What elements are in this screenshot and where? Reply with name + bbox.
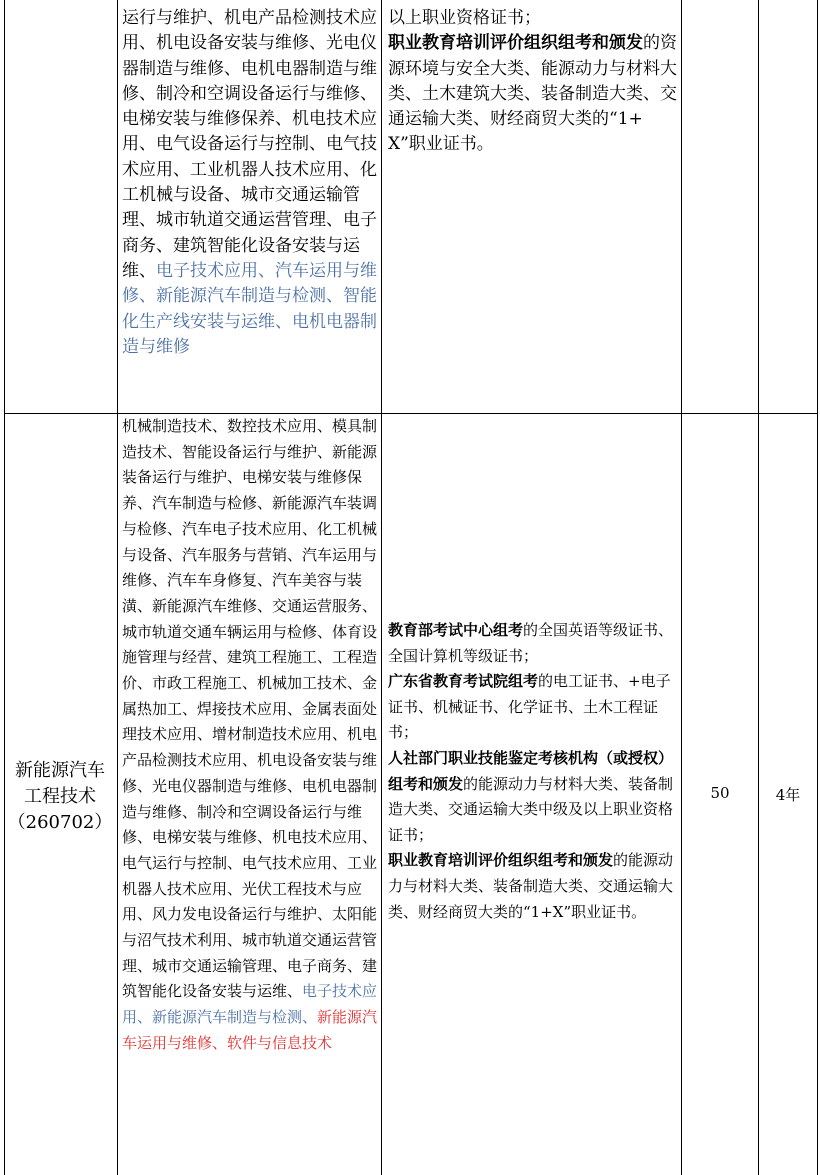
cert-authority: 职业教育培训评价组织组考和颁发 bbox=[388, 851, 614, 870]
row1-certs-line1: 以上职业资格证书； bbox=[388, 8, 541, 28]
cert-authority: 教育部考试中心组考 bbox=[388, 621, 524, 639]
table-border-right bbox=[817, 0, 818, 1175]
row2-majors-red: 新能源汽车运用与维修、软件与信息技术 bbox=[122, 1008, 378, 1052]
row1-certs-para bbox=[388, 31, 678, 157]
row1-majors-black: 运行与维护、机电产品检测技术应用、机电设备安装与维修、光电仪器制造与维修、电机电器制造与维修、制冷和空调设备运行与维修、电梯安装与维修保养、机电技术应用、电气设备运行与控制、电气技术应用、工业机器人技术应用、化工机械与设备、城市交通运输管理、城市轨道交通运营管理、电子商务、建筑智能化设备安装与运维、 bbox=[122, 8, 377, 281]
cert-detail: 的全国英语等级证书、全国计算机等级证书； bbox=[388, 621, 674, 665]
cert-detail: 的能源动力与材料大类、装备制造大类、交通运输大类、财经商贸大类的“1+X”职业证书。 bbox=[388, 851, 674, 921]
cert-paragraph bbox=[388, 618, 680, 669]
row1-majors-cell bbox=[122, 6, 378, 360]
major-name-cell bbox=[4, 758, 116, 836]
column-divider bbox=[681, 0, 682, 1175]
column-divider bbox=[117, 0, 118, 1175]
cert-detail: 的电工证书、+电子证书、机械证书、化学证书、土木工程证书； bbox=[388, 672, 671, 742]
enrollment-count: 50 bbox=[710, 784, 730, 802]
major-code: （260702） bbox=[7, 812, 113, 833]
row1-certs-rest: 的资源环境与安全大类、能源动力与材料大类、土木建筑大类、装备制造大类、交通运输大类、财经商贸大类的“1+X”职业证书。 bbox=[388, 33, 677, 155]
cert-authority: 人社部门职业技能鉴定考核机构（或授权）组考和颁发 bbox=[388, 748, 674, 793]
column-divider bbox=[758, 0, 759, 1175]
major-name-line1: 新能源汽车 bbox=[15, 760, 105, 781]
column-divider bbox=[381, 0, 382, 1175]
table-border-left bbox=[4, 0, 5, 1175]
row2-majors-text bbox=[122, 414, 378, 1057]
row1-certs-bold: 职业教育培训评价组织组考和颁发 bbox=[388, 33, 643, 54]
study-duration: 4年 bbox=[775, 786, 801, 804]
row1-majors-blue: 电子技术应用、汽车运用与维修、新能源汽车制造与检测、智能化生产线安装与运维、电机电器制造与维修 bbox=[122, 260, 377, 357]
cert-detail: 的能源动力与材料大类、装备制造大类、交通运输大类中级及以上职业资格证书； bbox=[388, 774, 674, 844]
cert-authority: 广东省教育考试院组考 bbox=[388, 672, 539, 691]
row2-majors-blue: 电子技术应用、新能源汽车制造与检测、 bbox=[122, 982, 378, 1027]
row2-certs-cell bbox=[388, 618, 680, 925]
row1-majors-text bbox=[122, 6, 378, 360]
row2-majors-black: 机械制造技术、数控技术应用、模具制造技术、智能设备运行与维护、新能源装备运行与维护、电梯安装与维修保养、汽车制造与检修、新能源汽车装调与检修、汽车电子技术应用、化工机械与设备、汽车服务与营销、汽车运用与维修、汽车车身修复、汽车美容与装潢、新能源汽车维修、交通运营服务、城市轨道交通车辆运用与检修、体育设施管理与经营、建筑工程施工、工程造价、市政工程施工、机械加工技术、金属热加工、焊接技术应用、金属表面处理技术应用、增材制造技术应用、机电产品检测技术应用、机电设备安装与维修、光电仪器制造与维修、电机电器制造与维修、制冷和空调设备运行与维修、电梯安装与维修、机电技术应用、电气运行与控制、电气技术应用、工业机器人技术应用、光伏工程技术与应用、风力发电设备运行与维护、太阳能与沼气技术利用、城市轨道交通运营管理、城市交通运输管理、电子商务、建筑智能化设备安装与运维、 bbox=[122, 417, 378, 1001]
cert-paragraph bbox=[388, 746, 680, 848]
cert-paragraph bbox=[388, 848, 680, 925]
row2-majors-cell bbox=[122, 414, 378, 1057]
row1-certs-cell bbox=[388, 6, 678, 158]
major-name-line2: 工程技术 bbox=[24, 786, 96, 807]
cert-paragraph bbox=[388, 669, 680, 746]
